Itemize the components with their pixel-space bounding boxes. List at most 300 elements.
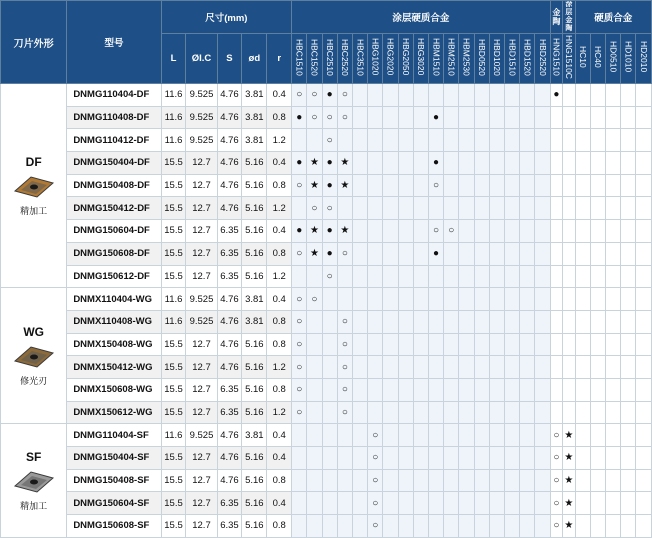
grade-cell-hbc2510 [322, 106, 337, 129]
dim-l: 15.5 [161, 447, 186, 470]
grade-cell-hng1510 [550, 152, 562, 175]
dim-d: 5.16 [242, 447, 267, 470]
dim-l: 15.5 [161, 174, 186, 197]
grade-cell-hbd1510 [504, 447, 519, 470]
grade-cell-hbg2050 [398, 242, 413, 265]
grade-cell-hbc3510 [352, 242, 367, 265]
grade-cell-hbg2020 [383, 424, 398, 447]
dim-l: 15.5 [161, 197, 186, 220]
grade-cell-hbc2520 [337, 152, 352, 175]
grade-cell-hbm1510 [428, 424, 443, 447]
grade-cell-hd1010 [621, 174, 636, 197]
grade-cell-hd0510 [605, 265, 620, 288]
grade-cell-hc40 [590, 197, 605, 220]
grade-cell-hbc1520 [307, 333, 322, 356]
grade-cell-hd0510 [605, 469, 620, 492]
grade-mark: ○ [372, 452, 379, 464]
grade-cell-hbg3020 [413, 288, 428, 311]
grade-cell-hng1510 [550, 447, 562, 470]
grade-cell-hd1010 [621, 106, 636, 129]
grade-cell-hbc2520 [337, 129, 352, 152]
dnmg-df-insert-icon [11, 173, 57, 201]
grade-cell-hbc1520 [307, 401, 322, 424]
grade-cell-hbd2520 [535, 288, 550, 311]
grade-cell-hd2010 [636, 242, 652, 265]
group-code: DF [25, 154, 42, 169]
grade-cell-hbg2020 [383, 469, 398, 492]
grade-mark: ○ [341, 361, 348, 373]
grade-cell-hbd1020 [489, 174, 504, 197]
grade-cell-hbd1510 [504, 197, 519, 220]
table-row [1, 310, 652, 333]
grade-cell-hbc1520 [307, 265, 322, 288]
grade-cell-hbg1020 [368, 492, 383, 515]
grade-cell-hbd2520 [535, 401, 550, 424]
grade-cell-hng1510c [563, 333, 575, 356]
grade-cell-hbm2530 [459, 129, 474, 152]
table-row [1, 447, 652, 470]
dim-s: 4.76 [217, 356, 242, 379]
grade-cell-hc10 [575, 378, 590, 401]
grade-mark: ○ [296, 338, 303, 350]
grade-cell-hbd1510 [504, 174, 519, 197]
grade-cell-hng1510 [550, 265, 562, 288]
grade-cell-hbg3020 [413, 447, 428, 470]
grade-cell-hbm1510 [428, 310, 443, 333]
grade-cell-hd1010 [621, 242, 636, 265]
grade-cell-hbm2510 [444, 492, 459, 515]
grade-cell-hbg2050 [398, 310, 413, 333]
grade-cell-hbd1520 [520, 129, 535, 152]
table-row [1, 288, 652, 311]
grade-cell-hd2010 [636, 333, 652, 356]
grade-cell-hbm1510 [428, 197, 443, 220]
dim-s: 4.76 [217, 310, 242, 333]
grade-label: HNG1510 [551, 38, 562, 76]
dim-s: 4.76 [217, 469, 242, 492]
grade-cell-hbg3020 [413, 197, 428, 220]
grade-cell-hc10 [575, 106, 590, 129]
dim-s: 4.76 [217, 333, 242, 356]
grade-mark: ★ [340, 180, 350, 192]
grade-cell-hbc2510 [322, 129, 337, 152]
grade-cell-hbc1510 [292, 242, 307, 265]
grade-cell-hbc2510 [322, 220, 337, 243]
grade-header-hd0510 [605, 34, 620, 84]
table-row [1, 106, 652, 129]
grade-cell-hbc2510 [322, 469, 337, 492]
grade-cell-hbg2020 [383, 378, 398, 401]
grade-cell-hbc1510 [292, 515, 307, 538]
grade-cell-hng1510 [550, 333, 562, 356]
grade-cell-hc40 [590, 469, 605, 492]
dim-header-0: L [161, 34, 186, 84]
grade-cell-hng1510 [550, 242, 562, 265]
dim-l: 15.5 [161, 492, 186, 515]
grade-cell-hbm2530 [459, 515, 474, 538]
dim-r: 1.2 [267, 401, 292, 424]
grade-cell-hbc3510 [352, 265, 367, 288]
grade-cell-hbd1520 [520, 447, 535, 470]
grade-cell-hbd2520 [535, 424, 550, 447]
grade-label: HBM1510 [431, 38, 442, 76]
grade-cell-hbd1510 [504, 265, 519, 288]
grade-mark: ● [433, 157, 440, 169]
grade-cell-hc40 [590, 84, 605, 107]
dim-d: 5.16 [242, 492, 267, 515]
grade-cell-hbg2050 [398, 152, 413, 175]
dim-ic: 12.7 [186, 447, 217, 470]
grade-cell-hbc1510 [292, 424, 307, 447]
grade-cell-hbm2530 [459, 265, 474, 288]
grade-cell-hbc3510 [352, 197, 367, 220]
table-row [1, 515, 652, 538]
grade-cell-hng1510 [550, 469, 562, 492]
grade-header-hd2010 [636, 34, 652, 84]
grade-mark: ○ [296, 89, 303, 101]
grade-cell-hd0510 [605, 242, 620, 265]
grade-mark: ★ [309, 248, 319, 260]
grade-cell-hbc2510 [322, 174, 337, 197]
grade-cell-hbd0520 [474, 310, 489, 333]
grade-mark: ★ [564, 429, 574, 441]
grade-cell-hbg1020 [368, 333, 383, 356]
model-cell: DNMG150608-SF [67, 515, 161, 538]
grade-label: HBC2520 [340, 38, 351, 76]
grade-cell-hbm1510 [428, 469, 443, 492]
table-row [1, 129, 652, 152]
grade-header-hbc3510 [352, 34, 367, 84]
grade-cell-hbc3510 [352, 220, 367, 243]
grade-cell-hd2010 [636, 220, 652, 243]
group-desc: 精加工 [20, 205, 48, 216]
grade-cell-hbd0520 [474, 197, 489, 220]
grade-cell-hbm2510 [444, 152, 459, 175]
grade-cell-hbc3510 [352, 378, 367, 401]
table-row [1, 265, 652, 288]
grade-cell-hbg3020 [413, 424, 428, 447]
grade-cell-hbc3510 [352, 401, 367, 424]
dim-r: 1.2 [267, 265, 292, 288]
grade-cell-hbd1520 [520, 152, 535, 175]
grade-cell-hbg2050 [398, 378, 413, 401]
grade-cell-hbg1020 [368, 515, 383, 538]
grade-cell-hbm2510 [444, 242, 459, 265]
dim-ic: 12.7 [186, 265, 217, 288]
grade-mark: ★ [309, 225, 319, 237]
grade-cell-hbc2510 [322, 356, 337, 379]
grade-mark: ○ [296, 316, 303, 328]
grade-cell-hbm2530 [459, 469, 474, 492]
dim-ic: 12.7 [186, 174, 217, 197]
grade-cell-hbd1510 [504, 401, 519, 424]
grade-cell-hbd2520 [535, 129, 550, 152]
grade-cell-hng1510c [563, 106, 575, 129]
grade-cell-hbd1520 [520, 174, 535, 197]
grade-cell-hbd2520 [535, 84, 550, 107]
grade-cell-hng1510 [550, 515, 562, 538]
dim-r: 0.8 [267, 515, 292, 538]
grade-cell-hbd2520 [535, 220, 550, 243]
grade-cell-hbc2510 [322, 197, 337, 220]
grade-cell-hd0510 [605, 152, 620, 175]
grade-cell-hbd1520 [520, 242, 535, 265]
dim-ic: 12.7 [186, 242, 217, 265]
grade-cell-hbm2530 [459, 197, 474, 220]
grade-cell-hbg2050 [398, 492, 413, 515]
model-cell: DNMG110404-SF [67, 424, 161, 447]
dim-l: 11.6 [161, 129, 186, 152]
model-cell: DNMX110408-WG [67, 310, 161, 333]
dim-s: 6.35 [217, 220, 242, 243]
grade-cell-hbg1020 [368, 356, 383, 379]
grade-cell-hbd0520 [474, 152, 489, 175]
grade-cell-hc10 [575, 197, 590, 220]
grade-cell-hbm1510 [428, 356, 443, 379]
grade-label: HBD0520 [476, 38, 487, 76]
grade-cell-hbd0520 [474, 356, 489, 379]
group-desc: 精加工 [20, 500, 48, 511]
grade-cell-hbg2050 [398, 174, 413, 197]
grade-cell-hc40 [590, 356, 605, 379]
dim-s: 6.35 [217, 378, 242, 401]
grade-mark: ● [326, 180, 333, 192]
grade-header-hbm2510 [444, 34, 459, 84]
grade-mark: ● [326, 248, 333, 260]
grade-cell-hd2010 [636, 265, 652, 288]
grade-cell-hd0510 [605, 310, 620, 333]
grade-cell-hbc2520 [337, 220, 352, 243]
grade-cell-hbg3020 [413, 220, 428, 243]
grade-cell-hbd1520 [520, 333, 535, 356]
grade-header-hbd1020 [489, 34, 504, 84]
grade-header-hbc2520 [337, 34, 352, 84]
grade-cell-hng1510c [563, 515, 575, 538]
grade-mark: ○ [311, 293, 318, 305]
grade-cell-hd1010 [621, 197, 636, 220]
grade-cell-hbm2530 [459, 84, 474, 107]
grade-cell-hc40 [590, 333, 605, 356]
grade-mark: ★ [564, 520, 574, 532]
model-cell: DNMX150608-WG [67, 378, 161, 401]
model-cell: DNMG150404-DF [67, 152, 161, 175]
grade-cell-hbc1520 [307, 220, 322, 243]
grade-cell-hbd1020 [489, 129, 504, 152]
dim-l: 15.5 [161, 265, 186, 288]
grade-cell-hc40 [590, 288, 605, 311]
grade-cell-hbc2520 [337, 106, 352, 129]
grade-cell-hbm2510 [444, 447, 459, 470]
grade-cell-hd0510 [605, 424, 620, 447]
grade-cell-hbg2020 [383, 220, 398, 243]
grade-cell-hc10 [575, 447, 590, 470]
grade-cell-hd2010 [636, 152, 652, 175]
grade-cell-hbm2510 [444, 333, 459, 356]
grade-mark: ○ [341, 112, 348, 124]
grade-cell-hc10 [575, 310, 590, 333]
grade-cell-hbg2050 [398, 401, 413, 424]
grade-mark: ○ [311, 112, 318, 124]
grade-cell-hbd1020 [489, 401, 504, 424]
grade-cell-hd1010 [621, 288, 636, 311]
grade-cell-hbd0520 [474, 378, 489, 401]
grade-cell-hbm2530 [459, 333, 474, 356]
grade-mark: ○ [326, 202, 333, 214]
grade-cell-hbc1520 [307, 378, 322, 401]
grade-cell-hbc1520 [307, 197, 322, 220]
grade-cell-hbd1520 [520, 515, 535, 538]
dim-s: 4.76 [217, 447, 242, 470]
grade-cell-hbg3020 [413, 84, 428, 107]
grade-label: HBC2510 [324, 38, 335, 76]
grade-cell-hbg2050 [398, 129, 413, 152]
grade-cell-hbm2510 [444, 288, 459, 311]
grade-cell-hd2010 [636, 174, 652, 197]
grade-cell-hbd1020 [489, 242, 504, 265]
dim-ic: 12.7 [186, 152, 217, 175]
grade-cell-hbc2520 [337, 242, 352, 265]
grade-cell-hbc1510 [292, 129, 307, 152]
grade-cell-hbc1510 [292, 492, 307, 515]
dim-l: 15.5 [161, 401, 186, 424]
grade-cell-hc40 [590, 265, 605, 288]
group-desc: 修光刃 [20, 375, 48, 386]
grade-cell-hd1010 [621, 310, 636, 333]
dim-s: 4.76 [217, 424, 242, 447]
dim-r: 0.4 [267, 152, 292, 175]
grade-cell-hbm2510 [444, 356, 459, 379]
dim-r: 0.8 [267, 378, 292, 401]
grade-cell-hbg2020 [383, 152, 398, 175]
table-row [1, 378, 652, 401]
table-row [1, 197, 652, 220]
grade-cell-hng1510c [563, 356, 575, 379]
grade-cell-hbg1020 [368, 197, 383, 220]
grade-cell-hbc3510 [352, 288, 367, 311]
dim-r: 0.4 [267, 492, 292, 515]
grade-cell-hbd1020 [489, 469, 504, 492]
dim-r: 0.4 [267, 288, 292, 311]
grade-cell-hbg2050 [398, 447, 413, 470]
grade-cell-hng1510c [563, 288, 575, 311]
grade-cell-hbc1510 [292, 152, 307, 175]
grade-header-hbd0520 [474, 34, 489, 84]
grade-cell-hbd1020 [489, 106, 504, 129]
grade-cell-hd1010 [621, 333, 636, 356]
grade-cell-hd1010 [621, 129, 636, 152]
grade-cell-hng1510c [563, 424, 575, 447]
table-row [1, 356, 652, 379]
grade-header-hng1510 [550, 34, 562, 84]
grade-header-hbd2520 [535, 34, 550, 84]
table-row [1, 174, 652, 197]
grade-cell-hd2010 [636, 84, 652, 107]
dim-s: 6.35 [217, 401, 242, 424]
grade-cell-hbd2520 [535, 356, 550, 379]
grade-cell-hbm2510 [444, 84, 459, 107]
grade-cell-hd0510 [605, 515, 620, 538]
dim-l: 15.5 [161, 242, 186, 265]
grade-cell-hbc1510 [292, 401, 307, 424]
grade-cell-hbg2020 [383, 447, 398, 470]
table-row [1, 220, 652, 243]
dim-ic: 12.7 [186, 492, 217, 515]
grade-cell-hbd1020 [489, 333, 504, 356]
table-row [1, 469, 652, 492]
grade-cell-hbm2510 [444, 378, 459, 401]
model-cell: DNMG150412-DF [67, 197, 161, 220]
grade-cell-hbg2020 [383, 106, 398, 129]
dim-r: 0.8 [267, 106, 292, 129]
grade-cell-hbd1510 [504, 378, 519, 401]
grade-cell-hng1510c [563, 242, 575, 265]
model-cell: DNMG150404-SF [67, 447, 161, 470]
grade-cell-hbd1510 [504, 469, 519, 492]
grade-cell-hng1510c [563, 84, 575, 107]
grade-cell-hbm2530 [459, 220, 474, 243]
grade-header-hc40 [590, 34, 605, 84]
dim-ic: 12.7 [186, 378, 217, 401]
grade-cell-hbm1510 [428, 492, 443, 515]
grade-cell-hbc2510 [322, 242, 337, 265]
grade-mark: ○ [341, 316, 348, 328]
grade-cell-hbd1020 [489, 197, 504, 220]
grade-cell-hbc1520 [307, 106, 322, 129]
grade-cell-hd2010 [636, 356, 652, 379]
grade-mark: ○ [433, 180, 440, 192]
grade-cell-hbm1510 [428, 333, 443, 356]
grade-cell-hbc2520 [337, 84, 352, 107]
dim-d: 3.81 [242, 129, 267, 152]
grade-cell-hbg3020 [413, 356, 428, 379]
grade-cell-hbg2050 [398, 356, 413, 379]
grade-mark: ● [296, 225, 303, 237]
group-code: SF [25, 449, 42, 464]
grade-cell-hbg2020 [383, 174, 398, 197]
grade-mark: ○ [372, 475, 379, 487]
dim-s: 6.35 [217, 265, 242, 288]
grade-cell-hc10 [575, 265, 590, 288]
dim-s: 6.35 [217, 242, 242, 265]
grade-cell-hbc2520 [337, 447, 352, 470]
grade-cell-hbg1020 [368, 129, 383, 152]
grade-cell-hng1510 [550, 401, 562, 424]
grade-mark: ● [553, 89, 560, 101]
grade-cell-hc10 [575, 174, 590, 197]
grade-mark: ○ [553, 520, 560, 532]
grade-cell-hbg3020 [413, 265, 428, 288]
dim-s: 4.76 [217, 129, 242, 152]
header-coated-carbide: 涂层硬质合金 [292, 1, 551, 34]
grade-cell-hbd1510 [504, 84, 519, 107]
grade-label: HBG1020 [370, 38, 381, 76]
grade-cell-hbc1510 [292, 174, 307, 197]
grade-cell-hd2010 [636, 197, 652, 220]
dnmg-sf-insert-icon [11, 468, 57, 496]
grade-cell-hbc1510 [292, 378, 307, 401]
grade-cell-hc10 [575, 333, 590, 356]
grade-cell-hbg3020 [413, 515, 428, 538]
dim-l: 15.5 [161, 515, 186, 538]
grade-cell-hbd0520 [474, 424, 489, 447]
grade-cell-hbm2510 [444, 220, 459, 243]
grade-cell-hbd0520 [474, 492, 489, 515]
grade-cell-hbg1020 [368, 106, 383, 129]
grade-cell-hng1510c [563, 401, 575, 424]
header-carbide: 硬质合金 [575, 1, 651, 34]
model-cell: DNMG150408-DF [67, 174, 161, 197]
grade-cell-hbc2510 [322, 424, 337, 447]
